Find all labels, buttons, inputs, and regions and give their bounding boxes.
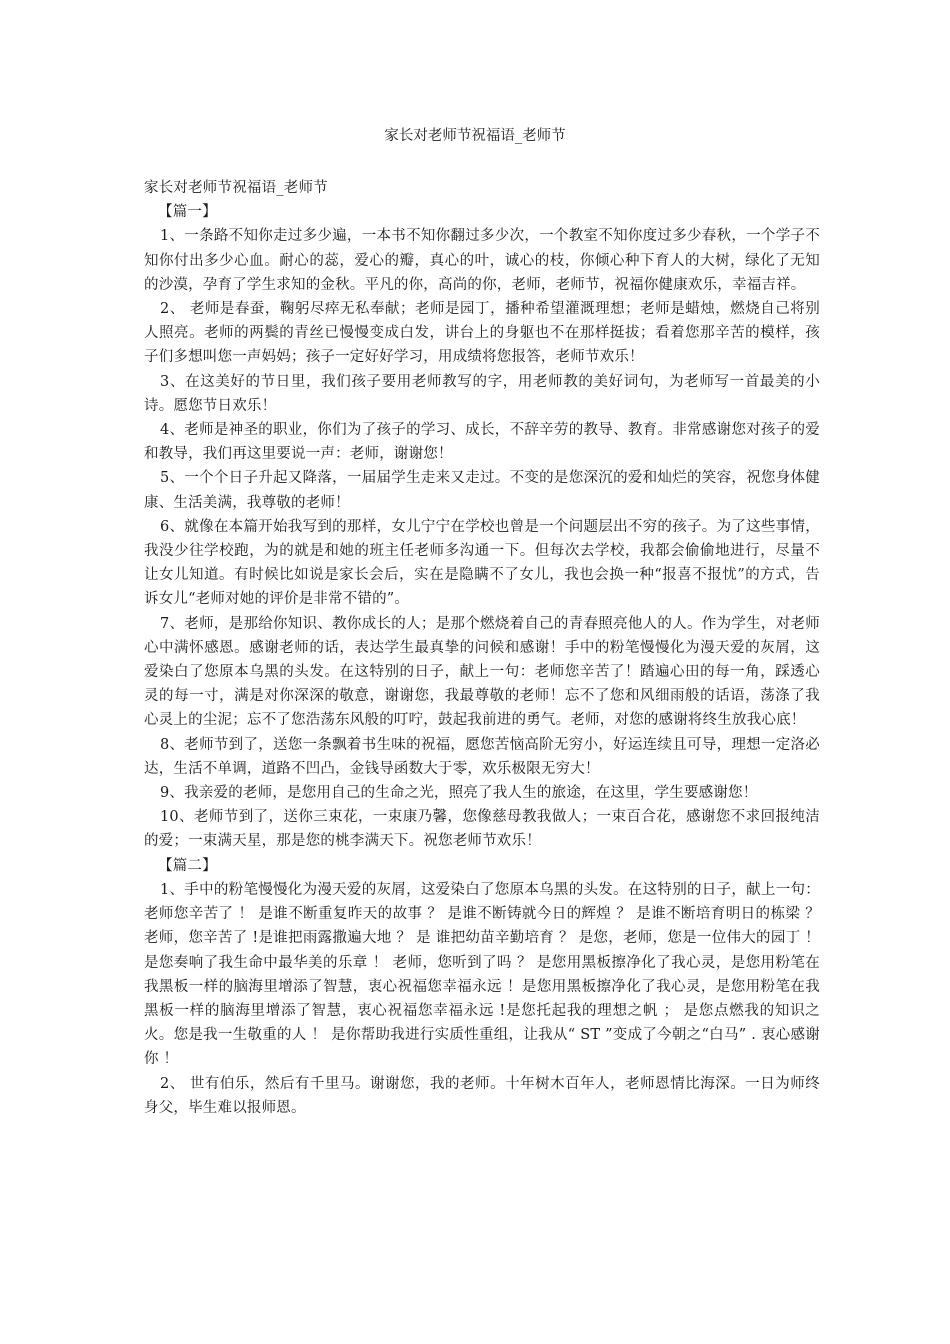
- section-heading: 【篇一】: [158, 204, 217, 221]
- paragraph: 2、 老师是春蚕，鞠躬尽瘁无私奉献；老师是园丁，播种希望灌溉理想；老师是蜡烛，燃烧自己将别人照亮。老师的两鬓的青丝已慢慢变成白发，讲台上的身躯也不在那样挺拔；看着您那辛苦的模样，孩子们多想叫您一声妈妈；孩子一定好好学习，用成绩将您报答，老师节欢乐！: [144, 301, 820, 366]
- document-body: [144, 176, 820, 1120]
- paragraph: 1、一条路不知你走过多少遍，一本书不知你翻过多少次，一个教室不知你度过多少春秋，一个学子不知你付出多少心血。耐心的蕊，爱心的瓣，真心的叶，诚心的枝，你倾心种下育人的大树，绿化了无知的沙漠，孕育了学生求知的金秋。平凡的你，高尚的你，老师，老师节，祝福你健康欢乐，幸福吉祥。: [144, 228, 820, 293]
- paragraph: 3、在这美好的节日里，我们孩子要用老师教写的字，用老师教的美好词句，为老师写一首最美的小诗。愿您节日欢乐！: [144, 373, 820, 414]
- paragraph: 6、就像在本篇开始我写到的那样，女儿宁宁在学校也曾是一个问题层出不穷的孩子。为了这些事情，我没少往学校跑，为的就是和她的班主任老师多沟通一下。但每次去学校，我都会偷偷地进行，尽量不让女儿知道。有时候比如说是家长会后，实在是隐瞒不了女儿，我也会换一种“报喜不报忧”的方式，告诉女儿“老师对她的评价是非常不错的”。: [144, 518, 820, 608]
- page-title: 家长对老师节祝福语_老师节: [384, 128, 566, 144]
- paragraph: 7、老师，是那给你知识、教你成长的人；是那个燃烧着自己的青春照亮他人的人。作为学生，对老师心中满怀感恩。感谢老师的话，表达学生最真挚的问候和感谢！手中的粉笔慢慢化为漫天爱的灰屑，这爱染白了您原本乌黑的头发。在这特别的日子，献上一句：老师您辛苦了！踏遍心田的每一角，踩透心灵的每一寸，满是对你深深的敬意，谢谢您，我最尊敬的老师！忘不了您和风细雨般的话语，荡涤了我心灵上的尘泥；忘不了您浩荡东风般的叮咛，鼓起我前进的勇气。老师，对您的感谢将终生放我心底！: [144, 615, 820, 729]
- paragraph: 9、我亲爱的老师，是您用自己的生命之光，照亮了我人生的旅途，在这里，学生要感谢您！: [160, 785, 758, 802]
- document-subtitle: 家长对老师节祝福语_老师节: [144, 180, 328, 196]
- paragraph: 5、一个个日子升起又降落，一届届学生走来又走过。不变的是您深沉的爱和灿烂的笑容，祝您身体健康、生活美满，我尊敬的老师！: [144, 470, 820, 511]
- paragraph: 8、老师节到了，送您一条飘着书生味的祝福，愿您苦恼高阶无穷小，好运连续且可导，理想一定洛必达，生活不单调，道路不凹凸，金钱导函数大于零，欢乐极限无穷大！: [144, 736, 820, 777]
- section-heading: 【篇二】: [158, 857, 217, 874]
- paragraph: 2、 世有伯乐，然后有千里马。谢谢您，我的老师。十年树木百年人，老师恩情比海深。一日为师终 身父，毕生难以报师恩。: [144, 1075, 820, 1116]
- paragraph: 4、老师是神圣的职业，你们为了孩子的学习、成长，不辞辛劳的教导、教育。非常感谢您对孩子的爱和教导，我们再这里要说一声：老师，谢谢您！: [144, 422, 820, 463]
- paragraph: 1、手中的粉笔慢慢化为漫天爱的灰屑，这爱染白了您原本乌黑的头发。在这特别的日子，献上一句：老师您辛苦了 ！ 是谁不断重复昨天的故事 ？ 是谁不断铸就今日的辉煌 ？ 是谁不断培育明日的栋梁 ？ 老师，您辛苦了 !是谁把雨露撒遍大地 ？ 是 谁把幼苗辛勤培育 ？ 是您，老师，您是一位伟大的园丁 ！ 是您奏响了我生命中最华美的乐章 ！ 老师，您听到了吗 ？ 是您用黑板擦净化了我心灵，是您用粉笔在我黑板一样的脑海里增添了智慧，衷心祝福您幸福永远 ！是您用黑板擦净化了我心灵，是您用粉笔在我黑板一样的脑海里增添了智慧，衷心祝福您幸福永远 !是您托起我的理想之帆 ； 是您点燃我的知识之火。您是我一生敬重的人 ！ 是你帮助我进行实质性重组，让我从“ ST ”变成了今朝之“白马” . 衷心感谢你 ！: [144, 881, 820, 1068]
- paragraph: 10、老师节到了，送你三束花，一束康乃馨，您像慈母教我做人；一束百合花，感谢您不求回报纯洁的爱；一束满天星，那是您的桃李满天下。祝您老师节欢乐！: [144, 809, 820, 850]
